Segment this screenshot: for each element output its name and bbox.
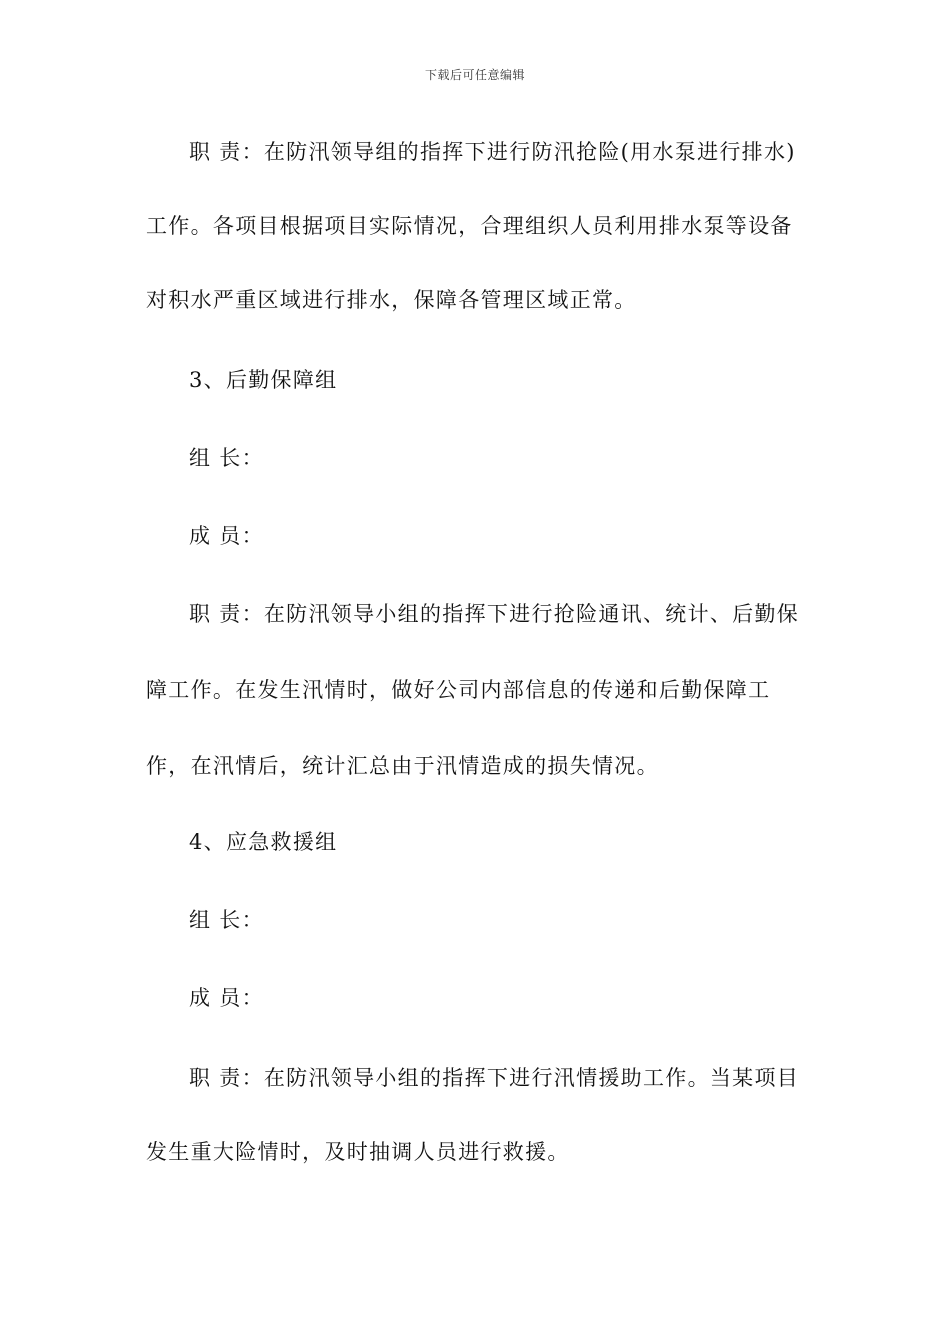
logistics-members-label: 成 员： [189,524,264,548]
section-heading-logistics: 3、后勤保障组 [189,368,338,392]
paragraph-line-duty-rescue: 职 责：在防汛领导小组的指挥下进行汛情援助工作。当某项目 [189,1066,800,1090]
paragraph-line: 作，在汛情后，统计汇总由于汛情造成的损失情况。 [146,754,659,778]
paragraph-line: 障工作。在发生汛情时，做好公司内部信息的传递和后勤保障工 [146,678,771,702]
section-heading-rescue: 4、应急救援组 [189,830,338,854]
paragraph-line: 工作。各项目根据项目实际情况，合理组织人员利用排水泵等设备 [146,214,793,238]
paragraph-line-duty-drainage: 职 责：在防汛领导组的指挥下进行防汛抢险(用水泵进行排水) [189,140,796,164]
paragraph-line: 发生重大险情时，及时抽调人员进行救援。 [146,1140,570,1164]
rescue-leader-label: 组 长： [189,908,264,932]
rescue-members-label: 成 员： [189,986,264,1010]
page-header: 下载后可任意编辑 [424,68,525,82]
paragraph-line-duty-logistics: 职 责：在防汛领导小组的指挥下进行抢险通讯、统计、后勤保 [189,602,800,626]
paragraph-line: 对积水严重区域进行排水，保障各管理区域正常。 [146,288,637,312]
logistics-leader-label: 组 长： [189,446,264,470]
